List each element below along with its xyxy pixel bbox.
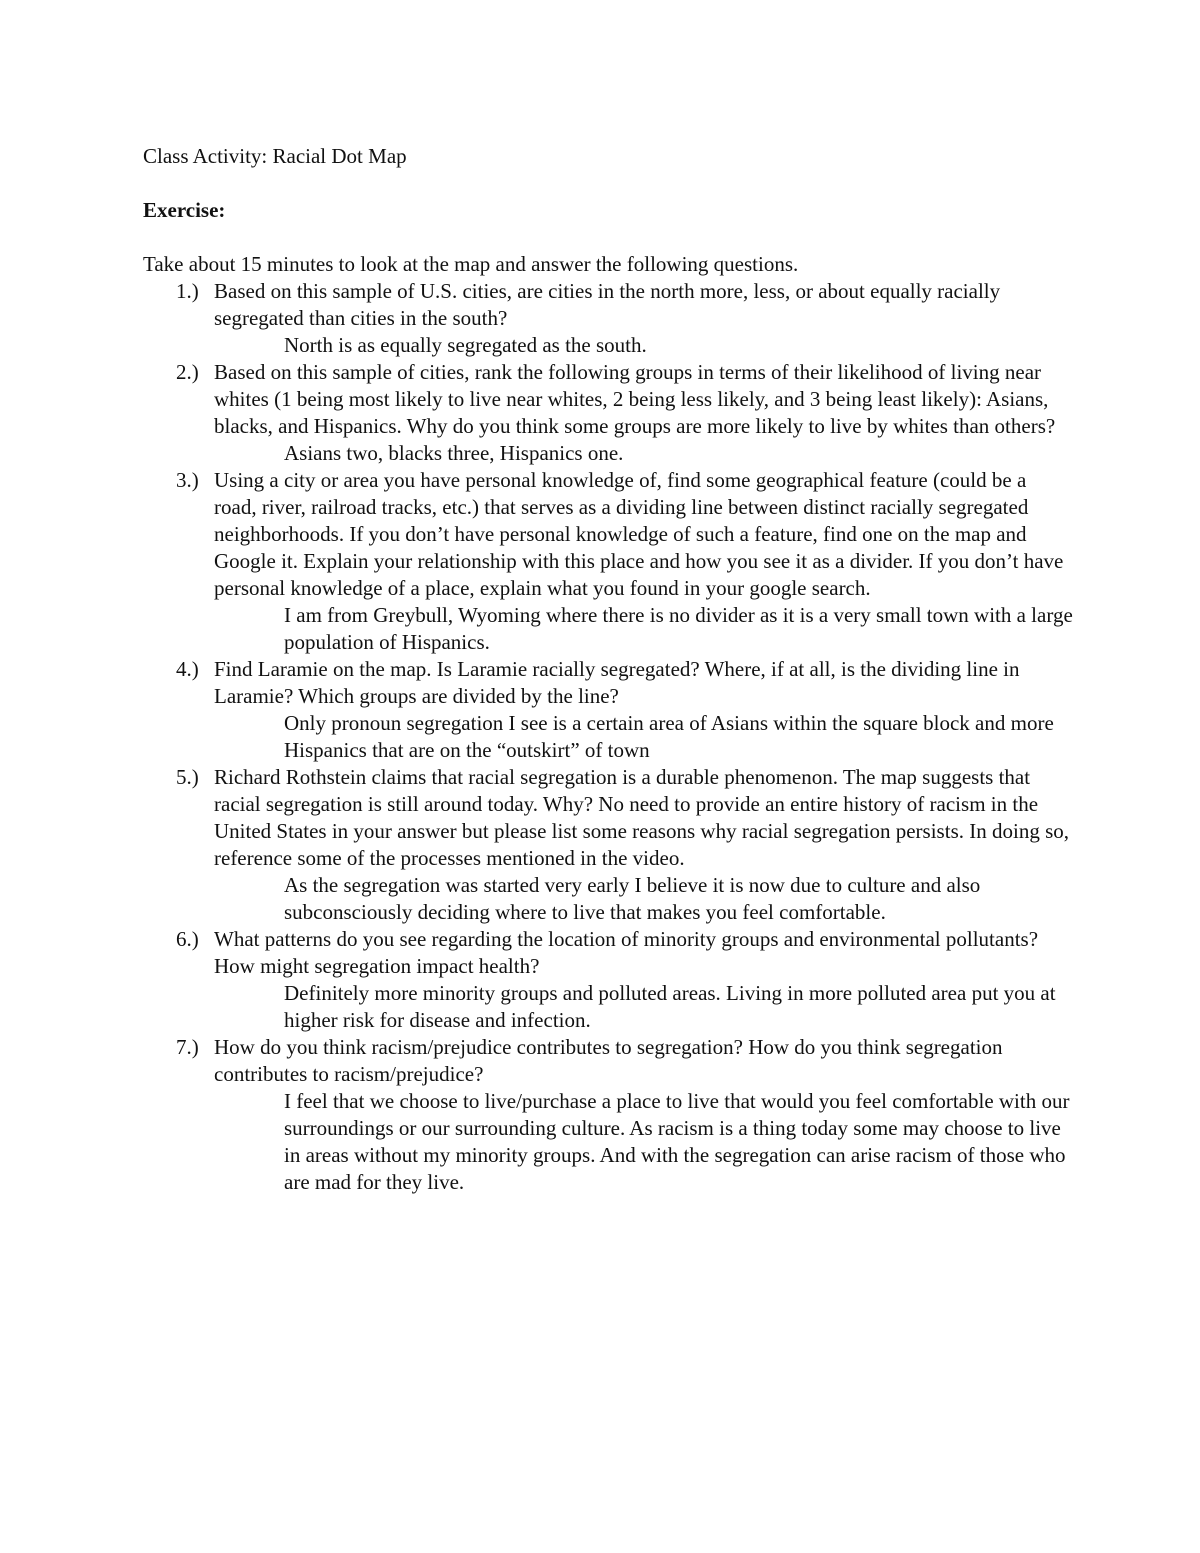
question-number: 3.) [176, 468, 199, 492]
question-text: Find Laramie on the map. Is Laramie racially segregated? Where, if at all, is the dividing line in Laramie? Which groups are divided by the line? [214, 657, 1020, 708]
answer-text: Asians two, blacks three, Hispanics one. [284, 441, 624, 465]
question-text: Using a city or area you have personal knowledge of, find some geographical feature (could be a road, river, railroad tracks, etc.) that serves as a dividing line between distinct racially segregated neighborhoods. If you don’t have personal knowledge of such a feature, find one on the map and Google it. Explain your relationship with this place and how you see it as a divider. If you don’t have personal knowledge of a place, explain what you found in your google search. [214, 468, 1064, 600]
question-number: 5.) [176, 765, 199, 789]
question-number: 2.) [176, 360, 199, 384]
answer-text: As the segregation was started very early I believe it is now due to culture and also subconsciously deciding where to live that makes you feel comfortable. [284, 873, 981, 924]
answer-text: Definitely more minority groups and polluted areas. Living in more polluted area put you at higher risk for disease and infection. [284, 981, 1056, 1032]
question-list [143, 278, 1073, 1196]
question-text: What patterns do you see regarding the location of minority groups and environmental pollutants? How might segregation impact health? [214, 927, 1039, 978]
exercise-heading: Exercise: [143, 198, 226, 222]
question-text: Based on this sample of cities, rank the following groups in terms of their likelihood of living near whites (1 being most likely to live near whites, 2 being less likely, and 3 being least likely): Asians, blacks, and Hispanics. Why do you think some groups are more likely to live by whites than others? [214, 360, 1056, 438]
question-text: How do you think racism/prejudice contributes to segregation? How do you think segregation contributes to racism/prejudice? [214, 1035, 1003, 1086]
question-number: 7.) [176, 1035, 199, 1059]
question-item-7 [143, 1034, 1073, 1196]
question-number: 4.) [176, 657, 199, 681]
question-text: Based on this sample of U.S. cities, are cities in the north more, less, or about equally racially segregated than cities in the south? [214, 279, 1001, 330]
question-item-5 [143, 764, 1073, 926]
question-item-6 [143, 926, 1073, 1034]
answer-text: I am from Greybull, Wyoming where there is no divider as it is a very small town with a large population of Hispanics. [284, 603, 1073, 654]
question-item-1 [143, 278, 1073, 359]
document-title: Class Activity: Racial Dot Map [143, 144, 407, 168]
instructions-text: Take about 15 minutes to look at the map and answer the following questions. [143, 252, 799, 276]
answer-text: Only pronoun segregation I see is a certain area of Asians within the square block and more Hispanics that are on the “outskirt” of town [284, 711, 1054, 762]
question-text: Richard Rothstein claims that racial segregation is a durable phenomenon. The map suggests that racial segregation is still around today. Why? No need to provide an entire history of racism in the United States in your answer but please list some reasons why racial segregation persists. In doing so, reference some of the processes mentioned in the video. [214, 765, 1069, 870]
question-item-4 [143, 656, 1073, 764]
answer-text: North is as equally segregated as the south. [284, 333, 647, 357]
answer-text: I feel that we choose to live/purchase a place to live that would you feel comfortable with our surroundings or our surrounding culture. As racism is a thing today some may choose to live in areas without my minority groups. And with the segregation can arise racism of those who are mad for they live. [284, 1089, 1070, 1194]
question-number: 1.) [176, 279, 199, 303]
question-item-2 [143, 359, 1073, 467]
question-item-3 [143, 467, 1073, 656]
document-body [143, 143, 1073, 1196]
question-number: 6.) [176, 927, 199, 951]
